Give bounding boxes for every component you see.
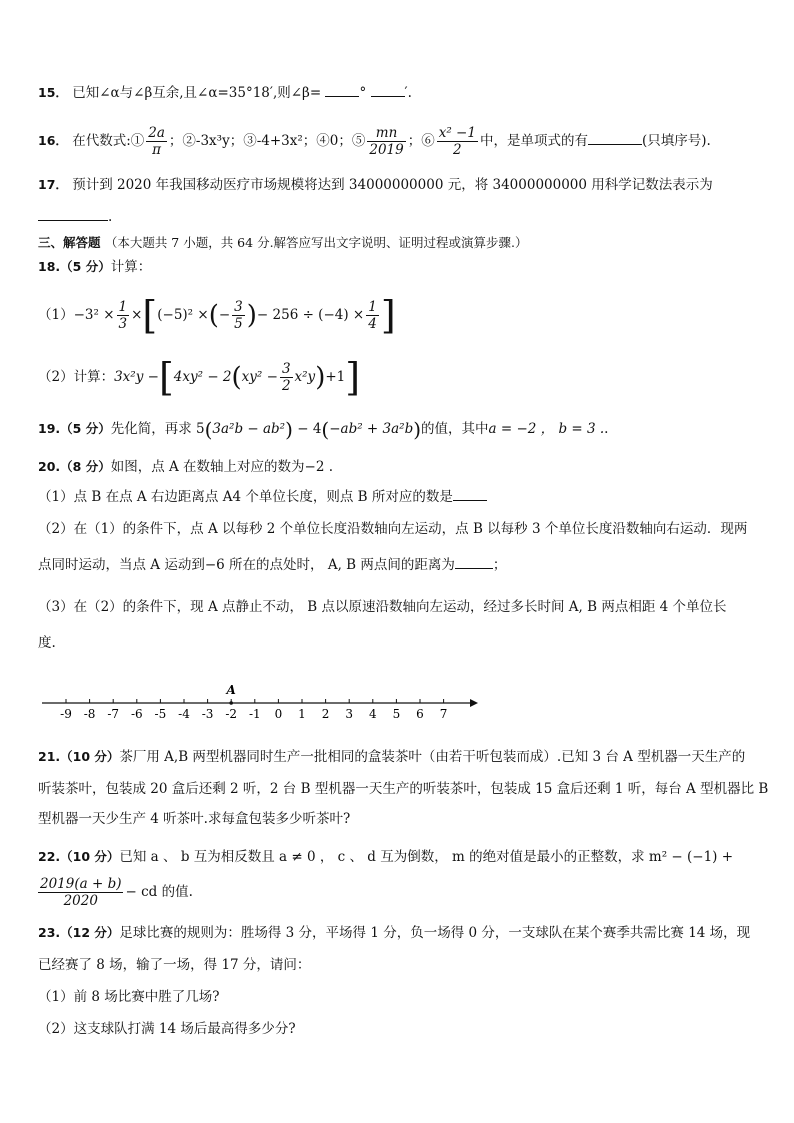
number-line-tick-label: 6: [416, 707, 424, 721]
question-text: 在代数式:①: [72, 133, 145, 149]
question-number: 19.（5 分）: [38, 421, 111, 436]
number-line-tick-label: 5: [392, 707, 401, 721]
number-line-tick-label: 1: [298, 707, 306, 721]
question-text: 足球比赛的规则为：胜场得 3 分，平场得 1 分，负一场得 0 分，一支球队在某个赛季共需比赛 14 场，现: [119, 925, 751, 941]
number-line-tick-label: -1: [248, 707, 261, 721]
number-line: [38, 675, 488, 725]
number-line-tick-label: -3: [201, 707, 214, 721]
question-number: 20.（8 分）: [38, 459, 111, 474]
question-number: 15．: [38, 85, 68, 100]
question-text: ；②-3x³y；③-4+3x²；④0；⑤: [168, 133, 366, 149]
question-20-part-3: [38, 596, 764, 618]
math-text: xy² −: [241, 369, 278, 385]
section-title: 三、解答题: [38, 235, 101, 250]
math-text: 3a²b − ab²: [212, 421, 286, 437]
answer-blank[interactable]: [371, 82, 405, 97]
question-text: （1）前 8 场比赛中胜了几场?: [38, 989, 220, 1005]
answer-blank[interactable]: [588, 130, 642, 145]
number-line-tick-label: 3: [345, 707, 354, 721]
degree-symbol: °: [359, 85, 367, 101]
question-20: [38, 456, 764, 478]
number-line-tick-label: 0: [274, 707, 283, 721]
number-line-tick-label: 7: [439, 707, 448, 721]
question-21-line-3: [38, 808, 764, 830]
question-text: 计算：: [110, 259, 152, 275]
math-text: − 256 ÷ (−4) ×: [256, 307, 365, 323]
math-text: x²y: [294, 369, 316, 385]
fraction: $\frac{\text{x² −1}}{2}$: [438, 125, 476, 158]
question-text: 中，是单项式的有: [479, 133, 588, 149]
part-label: （1）: [38, 307, 74, 323]
fraction: $\frac{3}{5}$: [234, 299, 243, 332]
question-text: 已知∠α与∠β互余,且∠α=35°18′,则∠β=: [72, 85, 322, 101]
question-text: 听装茶叶，包装成 20 盒后还剩 2 听，2 台 B 型机器一天生产的听装茶叶，包装成 15 盒后还剩 1 听，每台 A 型机器比 B: [38, 781, 769, 797]
section-heading: [38, 232, 764, 254]
question-17: [38, 174, 764, 196]
number-line-tick-label: -9: [60, 707, 72, 721]
arrow-icon: [470, 699, 478, 707]
math-text: −ab² + 3a²b: [329, 421, 414, 437]
question-text: 点同时运动，当点 A 运动到−6 所在的点处时， A, B 两点间的距离为: [38, 557, 455, 573]
point-a-marker: [229, 701, 233, 705]
math-text: 3x²y −: [114, 369, 159, 385]
fraction: $\frac{mn}{2019}$: [369, 125, 404, 158]
question-text: 茶厂用 A,B 两型机器同时生产一批相同的盒装茶叶（由若干听包装而成）.已知 3 台 A 型机器一天生产的: [119, 749, 746, 765]
answer-blank[interactable]: [453, 486, 487, 501]
question-text: （1）点 B 在点 A 右边距离点 A4 个单位长度，则点 B 所对应的数是: [38, 489, 453, 505]
question-20-part-3-cont: [38, 632, 764, 654]
question-21: [38, 746, 764, 768]
fraction: $\frac{3}{2}$: [281, 361, 291, 394]
fraction: $\frac{2a}{\pi}$: [148, 125, 165, 158]
question-text: 预计到 2020 年我国移动医疗市场规模将达到 34000000000 元，将 34000000000 用科学记数法表示为: [72, 177, 713, 193]
question-text: (只填序号).: [641, 133, 711, 149]
question-23-part-1: [38, 986, 764, 1008]
question-18: [38, 256, 764, 278]
question-18-part-1: （1）−3² × $\frac{1}{3}$ ×[(−5)² ×(− $\frac{3}{5}$ )− 256 ÷ (−4) × $\frac{1}{4}$ ]: [38, 293, 396, 338]
number-line-tick-label: 2: [321, 707, 330, 721]
question-text: （3）在（2）的条件下，现 A 点静止不动， B 点以原速沿数轴向左运动，经过多长时间 A, B 两点相距 4 个单位长: [38, 599, 727, 615]
math-text: − 4: [292, 421, 322, 437]
question-number: 21.（10 分）: [38, 749, 120, 764]
question-19: 19.（5 分）先化简，再求 5(3a²b − ab²) − 4(−ab² + 3a²b)的值，其中a = −2 ， b = 3 ..: [38, 417, 609, 442]
question-text: （2）在（1）的条件下，点 A 以每秒 2 个单位长度沿数轴向左运动，点 B 以每秒 3 个单位长度沿数轴向右运动．现两: [38, 521, 748, 537]
math-text: (−5)² ×: [157, 307, 209, 323]
question-number: 23.（12 分）: [38, 925, 120, 940]
section-note: （本大题共 7 小题，共 64 分.解答应写出文字说明、证明过程或演算步骤.）: [104, 235, 528, 250]
number-line-tick-label: -5: [154, 707, 167, 721]
number-line-tick-label: -2: [225, 707, 238, 721]
question-text: 已知 a 、 b 互为相反数且 a ≠ 0 ， c 、 d 互为倒数， m 的绝对值是最小的正整数，求 m² − (−1) +: [119, 849, 734, 865]
question-22: [38, 846, 764, 868]
number-line-tick-label: -8: [83, 707, 96, 721]
fraction: $\frac{2019(a + b)}{2020}$: [40, 876, 122, 909]
number-line-tick-label: 4: [368, 707, 377, 721]
question-text: 的值，其中: [421, 421, 489, 437]
question-text: 型机器一天少生产 4 听茶叶.求每盒包装多少听茶叶?: [38, 811, 351, 827]
question-20-part-2-cont: 点同时运动，当点 A 运动到−6 所在的点处时， A, B 两点间的距离为 ；: [38, 554, 764, 576]
math-text: 4xy² − 2: [173, 369, 232, 385]
math-text: −: [218, 307, 231, 323]
question-21-line-2: [38, 778, 769, 800]
question-20-part-1: [38, 486, 764, 508]
part-label: （2）计算：: [38, 369, 115, 385]
math-text: a = −2 ， b = 3 .: [488, 421, 605, 437]
fraction: $\frac{1}{4}$: [368, 299, 377, 332]
math-text: −3² ×: [73, 307, 115, 323]
number-line-tick-label: -4: [178, 707, 190, 721]
math-text: ×: [131, 307, 143, 323]
question-text: 先化简，再求 5: [110, 421, 205, 437]
question-text: （2）这支球队打满 14 场后最高得多少分?: [38, 1021, 296, 1037]
question-text: 如图，点 A 在数轴上对应的数为−2 .: [110, 459, 334, 475]
question-18-part-2: （2）计算：3x²y −[4xy² − 2(xy² − $\frac{3}{2}$ x²y)+1]: [38, 355, 361, 400]
question-text: 度.: [38, 635, 56, 651]
point-a-label: A: [226, 683, 236, 697]
number-line-tick-label: -7: [107, 707, 120, 721]
question-15: [38, 82, 764, 104]
question-number: 22.（10 分）: [38, 849, 120, 864]
answer-blank[interactable]: [325, 82, 359, 97]
question-number: 16．: [38, 133, 68, 148]
math-text: +1: [325, 369, 346, 385]
question-20-part-2: [38, 518, 764, 540]
question-22-line-2: [38, 872, 764, 912]
question-text: − cd 的值.: [125, 884, 193, 900]
fraction: $\frac{1}{3}$: [118, 299, 128, 332]
minute-symbol: ′.: [404, 85, 412, 101]
number-line-tick-label: -6: [130, 707, 143, 721]
question-23: [38, 922, 764, 944]
answer-blank[interactable]: [38, 206, 108, 221]
answer-blank[interactable]: [455, 554, 493, 569]
question-23-part-2: [38, 1018, 764, 1040]
question-17-answer: .: [38, 206, 764, 228]
question-number: 18.（5 分）: [38, 259, 111, 274]
question-text: 已经赛了 8 场，输了一场，得 17 分，请问：: [38, 957, 311, 973]
question-number: 17．: [38, 177, 68, 192]
question-16: [38, 124, 764, 158]
question-text: ；⑥: [407, 133, 435, 149]
question-23-line-2: [38, 954, 764, 976]
